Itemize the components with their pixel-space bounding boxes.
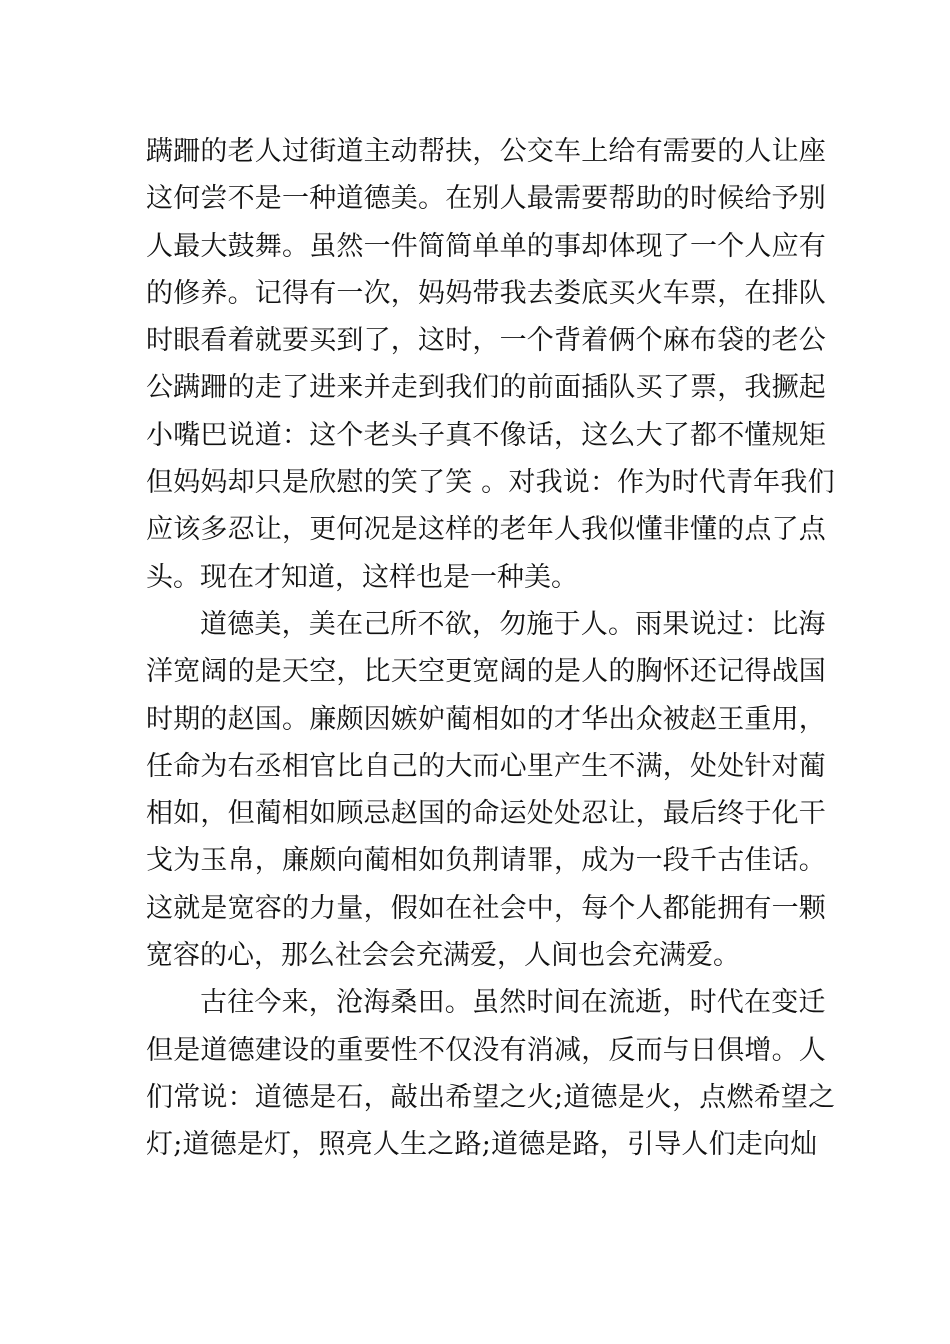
paragraph-2-line-5: 相如，但蔺相如顾忌赵国的命运处处忍让，最后终于化干 bbox=[146, 798, 826, 830]
paragraph-3-line-3: 们常说：道德是石，敲出希望之火;道德是火，点燃希望之 bbox=[146, 1081, 836, 1113]
paragraph-1-line-7: 小嘴巴说道：这个老头子真不像话，这么大了都不懂规矩 bbox=[146, 419, 826, 451]
paragraph-1-line-10: 头。现在才知道，这样也是一种美。 bbox=[146, 561, 578, 593]
paragraph-1-line-1: 蹒跚的老人过街道主动帮扶，公交车上给有需要的人让座 bbox=[146, 136, 826, 167]
paragraph-1-line-2: 这何尝不是一种道德美。在别人最需要帮助的时候给予别 bbox=[146, 183, 826, 215]
paragraph-1-line-9: 应该多忍让，更何况是这样的老年人我似懂非懂的点了点 bbox=[146, 514, 826, 546]
document-body bbox=[146, 128, 836, 1169]
paragraph-3-line-4: 灯;道德是灯，照亮人生之路;道德是路，引导人们走向灿 bbox=[146, 1129, 818, 1161]
paragraph-1-line-4: 的修养。记得有一次，妈妈带我去娄底买火车票，在排队 bbox=[146, 277, 826, 309]
paragraph-1-line-5: 时眼看着就要买到了，这时，一个背着俩个麻布袋的老公 bbox=[146, 325, 826, 357]
paragraph-1-line-8: 但妈妈却只是欣慰的笑了笑 。对我说：作为时代青年我们 bbox=[146, 467, 835, 499]
paragraph-1-line-3: 人最大鼓舞。虽然一件简简单单的事却体现了一个人应有 bbox=[146, 230, 826, 262]
paragraph-2-line-8: 宽容的心，那么社会会充满爱，人间也会充满爱。 bbox=[146, 940, 740, 972]
paragraph-2-line-1: 道德美，美在己所不欲，勿施于人。雨果说过：比海 bbox=[200, 608, 826, 640]
paragraph-2-line-4: 任命为右丞相官比自己的大而心里产生不满，处处针对蔺 bbox=[146, 750, 826, 782]
paragraph-2-line-2: 洋宽阔的是天空，比天空更宽阔的是人的胸怀还记得战国 bbox=[146, 656, 826, 688]
paragraph-3-line-1: 古往今来，沧海桑田。虽然时间在流逝，时代在变迁 bbox=[200, 987, 826, 1019]
paragraph-2-line-6: 戈为玉帛，廉颇向蔺相如负荆请罪，成为一段千古佳话。 bbox=[146, 845, 826, 877]
paragraph-2-line-7: 这就是宽容的力量，假如在社会中，每个人都能拥有一颗 bbox=[146, 892, 826, 924]
paragraph-1-line-6: 公蹒跚的走了进来并走到我们的前面插队买了票，我撅起 bbox=[146, 372, 826, 404]
paragraph-2-line-3: 时期的赵国。廉颇因嫉妒蔺相如的才华出众被赵王重用， bbox=[146, 703, 826, 735]
paragraph-3-line-2: 但是道德建设的重要性不仅没有消减，反而与日俱增。人 bbox=[146, 1034, 826, 1066]
